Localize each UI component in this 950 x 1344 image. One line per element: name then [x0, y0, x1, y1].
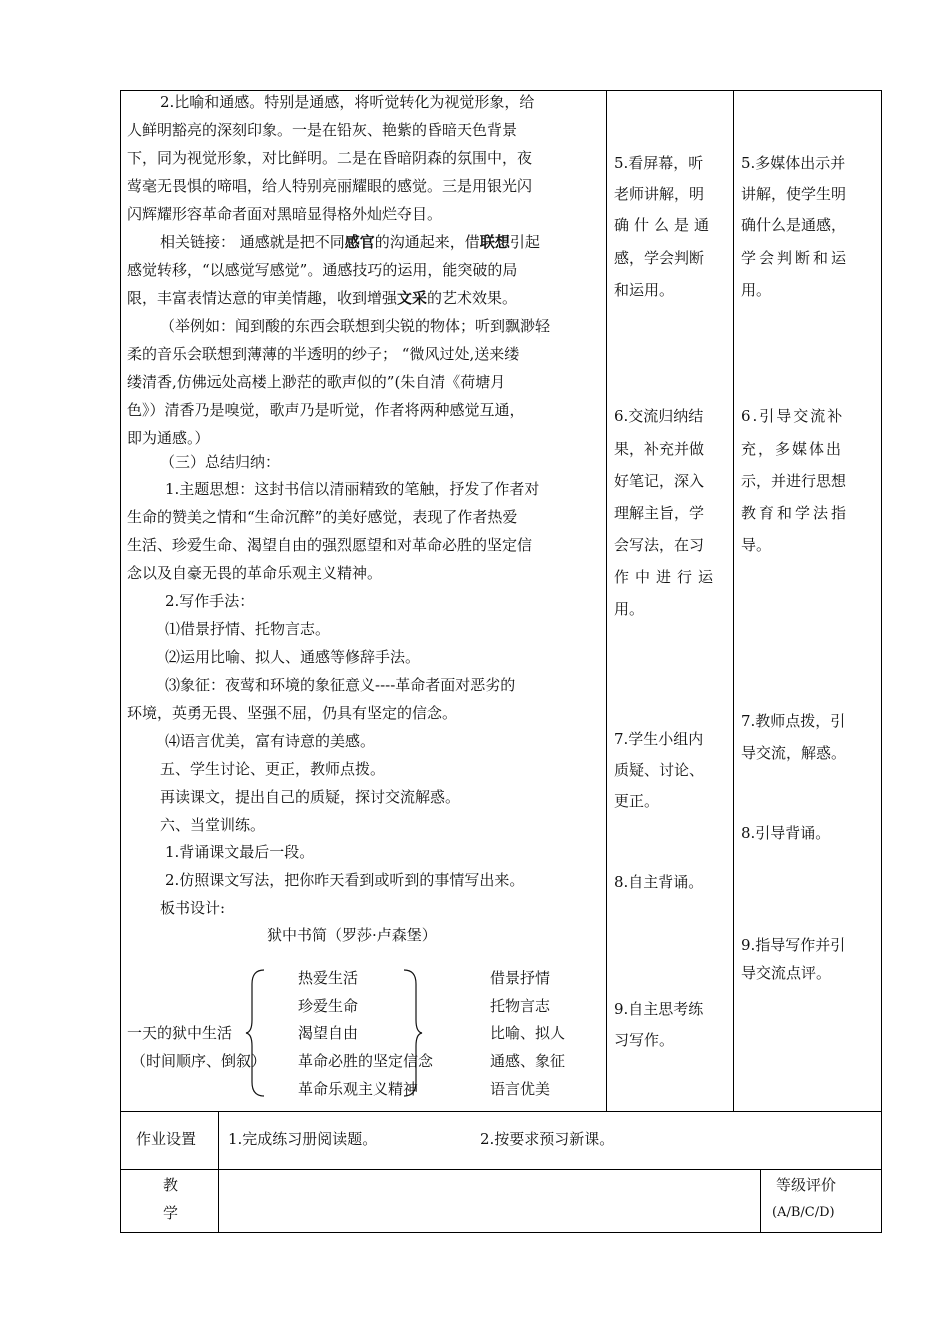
student-line: 和运用。: [614, 281, 675, 299]
teacher-line: 讲解，使学生明: [741, 185, 847, 203]
content-line: 柔的音乐会联想到薄薄的半透明的纱子； “微风过处,送来缕: [127, 345, 520, 363]
content-text: 的艺术效果。: [427, 289, 518, 307]
bold-term: 联想: [479, 233, 510, 251]
content-line: 缕清香,仿佛远处高楼上渺茫的歌声似的”(朱自清《荷塘月: [127, 373, 506, 391]
table-top-border: [120, 90, 882, 91]
board-right-item: 借景抒情: [490, 969, 551, 987]
board-middle-item: 热爱生活: [298, 969, 359, 987]
content-line: 再读课文，提出自己的质疑，探讨交流解惑。: [160, 788, 461, 806]
content-line: （三）总结归纳：: [160, 453, 281, 471]
content-text: 相关链接： 通感就是把不同: [160, 233, 345, 251]
student-line: 8.自主背诵。: [614, 873, 704, 891]
content-line: 板书设计:: [160, 899, 226, 917]
content-line: 念以及自豪无畏的革命乐观主义精神。: [127, 564, 383, 582]
teacher-line: 教育和学法指: [741, 504, 850, 522]
footer-label: 教: [163, 1176, 179, 1194]
content-line: ⑶象征：夜莺和环境的象征意义----革命者面对恶劣的: [165, 676, 516, 694]
content-line: 闪辉耀形容革命者面对黑暗显得格外灿烂夺目。: [127, 205, 443, 223]
student-line: 感，学会判断: [614, 249, 705, 267]
teacher-line: 导交流，解惑。: [741, 744, 847, 762]
left-brace-icon: [244, 968, 268, 1098]
student-line: 6.交流归纳结: [614, 407, 704, 425]
table-col-divider: [218, 1111, 219, 1232]
board-left-label: 一天的狱中生活: [127, 1024, 233, 1042]
content-line: 生活、珍爱生命、渴望自由的强烈愿望和对革命必胜的坚定信: [127, 536, 533, 554]
board-middle-item: 珍爱生命: [298, 997, 359, 1015]
board-title: 狱中书简（罗莎·卢森堡）: [267, 926, 437, 944]
student-line: 习写作。: [614, 1031, 675, 1049]
teacher-line: 充，多媒体出: [741, 440, 844, 458]
student-line: 更正。: [614, 792, 660, 810]
content-text: 引起: [509, 233, 540, 251]
content-line: 生命的赞美之情和“生命沉醉”的美好感觉，表现了作者热爱: [127, 508, 518, 526]
content-line: 人鲜明豁亮的深刻印象。一是在铅灰、艳紫的昏暗天色背景: [127, 121, 518, 139]
board-left-sublabel: （时间顺序、倒叙）: [131, 1052, 267, 1070]
student-line: 用。: [614, 600, 645, 618]
student-line: 质疑、讨论、: [614, 761, 705, 779]
student-line: 5.看屏幕，听: [614, 154, 704, 172]
teacher-line: 9.指导写作并引: [741, 936, 846, 954]
table-left-border: [120, 90, 121, 1233]
board-middle-item: 革命乐观主义精神: [298, 1080, 419, 1098]
related-link-line: [160, 232, 540, 252]
table-col-divider: [760, 1169, 761, 1232]
content-line: 感觉转移，“以感觉写感觉”。通感技巧的运用，能突破的局: [127, 261, 518, 279]
content-text: 的沟通起来，借: [374, 233, 480, 251]
teacher-line: 示，并进行思想: [741, 472, 847, 490]
content-line: 五、学生讨论、更正，教师点拨。: [160, 760, 386, 778]
student-line: 老师讲解，明: [614, 185, 705, 203]
content-line: 2.写作手法：: [165, 592, 255, 610]
student-line: 确什么是通: [614, 216, 715, 234]
content-line: 即为通感。）: [127, 429, 210, 447]
content-line: ⑷语言优美，富有诗意的美感。: [165, 732, 376, 750]
teacher-line: 学会判断和运: [741, 249, 850, 267]
footer-label: 学: [163, 1204, 179, 1222]
content-line: 莺毫无畏惧的啼唱，给人特别亮丽耀眼的感觉。三是用银光闪: [127, 177, 533, 195]
teacher-line: 7.教师点拨，引: [741, 712, 846, 730]
grade-options: (A/B/C/D): [772, 1205, 835, 1220]
student-line: 会写法，在习: [614, 536, 705, 554]
bold-term: 文采: [397, 289, 428, 307]
student-line: 7.学生小组内: [614, 730, 704, 748]
table-row-divider: [120, 1111, 882, 1112]
student-line: 好笔记，深入: [614, 472, 705, 490]
board-right-item: 托物言志: [490, 997, 551, 1015]
teacher-line: 6.引导交流补: [741, 407, 845, 425]
content-line: ⑴借景抒情、托物言志。: [165, 620, 331, 638]
homework-item: 2.按要求预习新课。: [480, 1130, 615, 1148]
student-line: 理解主旨，学: [614, 504, 705, 522]
board-right-item: 通感、象征: [490, 1052, 566, 1070]
student-line: 9.自主思考练: [614, 1000, 704, 1018]
content-line: 色》）清香乃是嗅觉，歌声乃是听觉，作者将两种感觉互通，: [127, 401, 525, 419]
board-right-item: 语言优美: [490, 1080, 551, 1098]
teacher-line: 用。: [741, 281, 772, 299]
table-col-divider: [733, 90, 734, 1111]
bold-term: 感官: [344, 233, 375, 251]
student-line: 果，补充并做: [614, 440, 705, 458]
table-col-divider: [606, 90, 607, 1111]
table-bottom-border: [120, 1232, 882, 1233]
content-text: 限，丰富表情达意的审美情趣，收到增强: [127, 289, 398, 307]
content-line: 2.比喻和通感。特别是通感，将听觉转化为视觉形象，给: [160, 93, 535, 111]
grade-label: 等级评价: [776, 1176, 837, 1194]
board-right-item: 比喻、拟人: [490, 1024, 566, 1042]
teacher-line: 8.引导背诵。: [741, 824, 831, 842]
table-right-border: [881, 90, 882, 1233]
homework-label: 作业设置: [136, 1130, 197, 1148]
board-middle-item: 革命必胜的坚定信念: [298, 1052, 434, 1070]
content-line: 环境，英勇无畏、坚强不屈，仍具有坚定的信念。: [127, 704, 458, 722]
board-middle-item: 渴望自由: [298, 1024, 359, 1042]
teacher-line: 导。: [741, 536, 772, 554]
content-line: ⑵运用比喻、拟人、通感等修辞手法。: [165, 648, 421, 666]
content-line: 1.背诵课文最后一段。: [165, 843, 315, 861]
content-line: （举例如：闻到酸的东西会联想到尖锐的物体；听到飘渺轻: [160, 317, 551, 335]
content-line: 六、当堂训练。: [160, 816, 266, 834]
homework-item: 1.完成练习册阅读题。: [228, 1130, 378, 1148]
table-row-divider: [120, 1169, 882, 1170]
content-line: 下，同为视觉形象，对比鲜明。二是在昏暗阴森的氛围中，夜: [127, 149, 533, 167]
content-line: 1.主题思想：这封书信以清丽精致的笔触，抒发了作者对: [165, 480, 540, 498]
content-line: 2.仿照课文写法，把你昨天看到或听到的事情写出来。: [165, 871, 525, 889]
teacher-line: 确什么是通感，: [741, 216, 847, 234]
student-line: 作中进行运: [614, 568, 720, 586]
teacher-line: 5.多媒体出示并: [741, 154, 846, 172]
teacher-line: 导交流点评。: [741, 964, 832, 982]
content-line: [127, 288, 517, 308]
right-brace-icon: [400, 968, 424, 1098]
